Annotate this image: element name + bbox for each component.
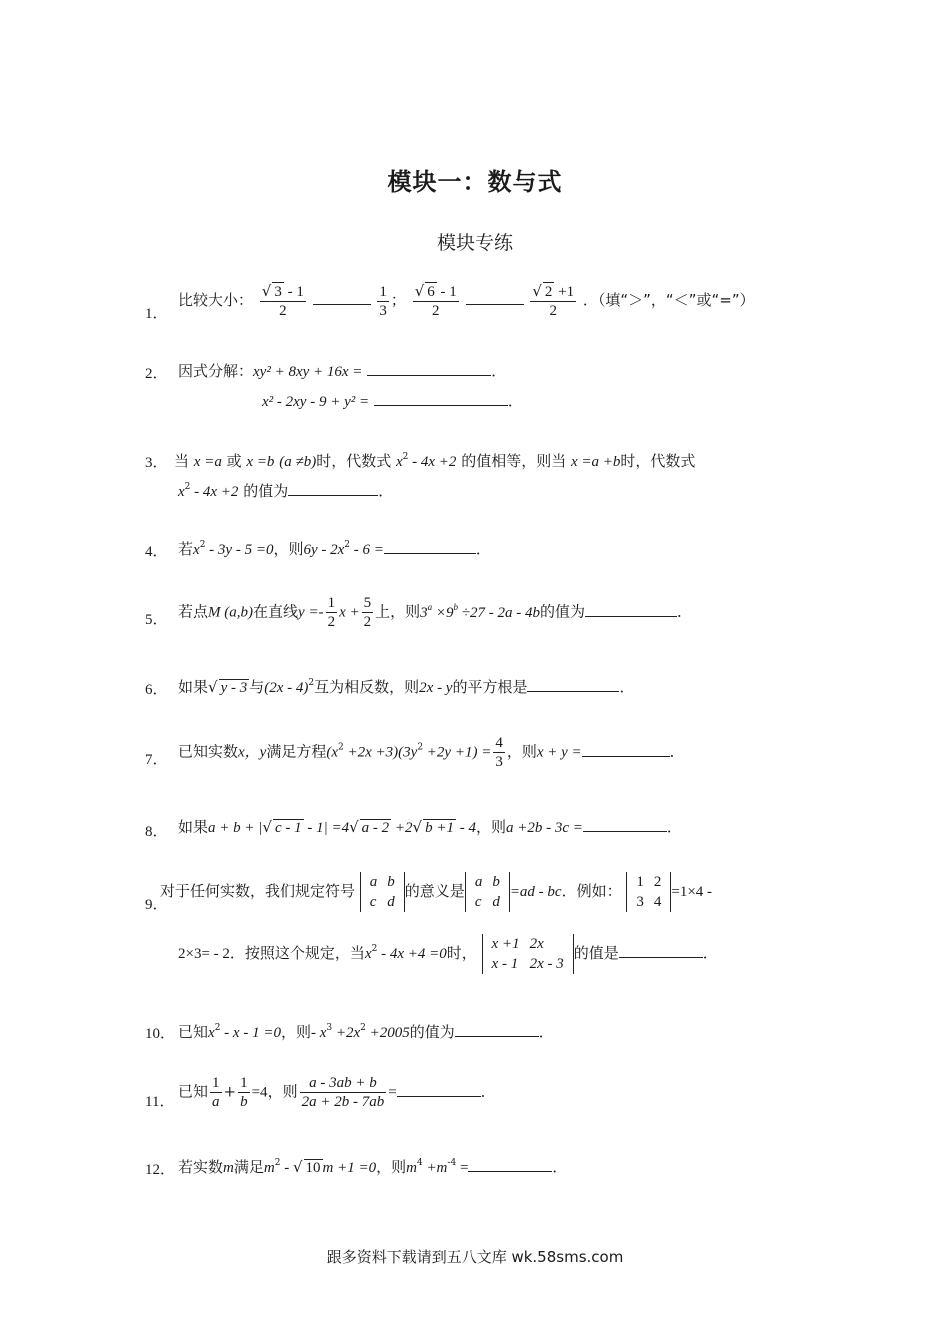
text: 对于任何实数，我们规定符号 xyxy=(160,882,356,900)
answer-blank[interactable] xyxy=(583,817,667,832)
question-3-line-2: $x^2 - 4x +2$ 的值为 ． xyxy=(178,482,394,500)
text: 的平方根是 xyxy=(452,678,528,696)
determinant-abcd: a b c d xyxy=(360,872,405,912)
fraction-expression: $\frac{a - 3ab + b}{2a + 2b - 7ab}$ xyxy=(301,1075,385,1110)
question-2-line-2: x² - 2xy - 9 + y² = ． xyxy=(262,392,523,410)
question-11-number: 11． xyxy=(145,1094,175,1110)
question-10-number: 10． xyxy=(145,1026,176,1042)
fraction-1-over-b: $\frac{1}{b}$ xyxy=(240,1075,248,1110)
answer-blank[interactable] xyxy=(582,742,670,757)
fraction-1-over-a: $\frac{1}{a}$ xyxy=(212,1075,220,1110)
text: ，则 xyxy=(273,540,304,558)
text: 已知 xyxy=(178,1023,209,1041)
text: 当 xyxy=(174,452,190,470)
text: 或 xyxy=(226,452,242,470)
text: ，则 xyxy=(267,1082,298,1101)
text: 已知 xyxy=(178,1082,209,1101)
question-12: 若实数m满足$m^2$ - √ 10 m +1 =0，则$m^4 +m^{-4}$ = ． xyxy=(178,1158,568,1176)
text: ，则 xyxy=(475,818,506,836)
question-9-number: 9． xyxy=(145,897,168,913)
answer-blank[interactable] xyxy=(527,677,619,692)
page-subtitle: 模块专练 xyxy=(436,232,513,254)
answer-blank[interactable] xyxy=(374,391,508,406)
text: ，则 xyxy=(280,1023,311,1041)
text: 时， xyxy=(446,944,477,962)
question-5-number: 5． xyxy=(145,612,168,628)
fraction-5-over-2: $\frac{5}{2}$ xyxy=(363,595,372,630)
text: 在直线 xyxy=(253,602,299,621)
text: ．例如： xyxy=(561,882,622,900)
fraction-1-over-3: $\frac{1}{3}$ xyxy=(379,283,387,319)
question-2-line-1: 因式分解：xy² + 8xy + 16x = ． xyxy=(178,362,507,380)
text: 已知实数 xyxy=(178,742,239,761)
text: 的值为 xyxy=(409,1023,455,1041)
question-2-prefix: 因式分解： xyxy=(178,362,254,380)
question-7: 已知实数x，y满足方程$(x^2 +2x +3)(3y^2 +2y +1)$ = $\frac{4}{3}$ ，则x + y = ． xyxy=(178,735,685,770)
answer-blank[interactable] xyxy=(468,1157,552,1172)
answer-blank[interactable] xyxy=(585,602,677,617)
determinant-abcd: a b c d xyxy=(465,872,510,912)
fraction-sqrt3-minus-1-over-2: $\frac{√ 3 - 1}{2}$ xyxy=(261,282,304,319)
determinant-1234: 1 2 3 4 xyxy=(626,872,671,912)
text: 的意义是 xyxy=(404,882,465,900)
text: 的值为 xyxy=(243,482,289,500)
answer-blank[interactable] xyxy=(288,481,378,496)
question-4: 若$x^2 - 3y - 5 =0$，则$6y - 2x^2 - 6$ = ． xyxy=(178,540,491,558)
question-6-number: 6． xyxy=(145,682,168,698)
question-1-number: 1． xyxy=(145,306,168,322)
question-8-number: 8． xyxy=(145,824,168,840)
answer-blank[interactable] xyxy=(367,361,491,376)
text: 的值是 xyxy=(573,944,619,962)
text: 若点 xyxy=(178,602,209,621)
answer-blank[interactable] xyxy=(397,1082,481,1097)
question-10: 已知$x^2 - x - 1 =0$，则- $x^3 +2x^2 +2005$的值为 ． xyxy=(178,1023,554,1041)
question-1-suffix: ．（填“＞”，“＜”或“=”） xyxy=(582,291,755,309)
footer-text: 跟多资料下载请到五八文库 wk.58sms.com xyxy=(326,1248,624,1266)
fraction-sqrt2-plus-1-over-2: $\frac{√ 2 +1}{2}$ xyxy=(532,282,575,319)
text: 上，则 xyxy=(375,602,421,621)
question-6: 如果√ y - 3 与(2x - 4)$^2$互为相反数，则2x - y的平方根是 ． xyxy=(178,678,635,696)
text: ，则 xyxy=(506,742,537,761)
question-5: 若点M (a,b)在直线y =- $\frac{1}{2}$ x + $\frac{5}{2}$ 上，则$3^a \times 9^b \div 27 - 2a - 4b$的值为 ． xyxy=(178,595,692,630)
text: 时，代数式 xyxy=(620,452,696,470)
question-9-line-2: 2×3= - 2．按照这个规定，当$x^2 - 4x +4 =0$时， x +1 2x x - 1 2x - 3 的值是 ． xyxy=(178,936,718,972)
fraction-sqrt6-minus-1-over-2: $\frac{√ 6 - 1}{2}$ xyxy=(414,282,457,319)
question-4-number: 4． xyxy=(145,544,168,560)
text: 满足方程 xyxy=(266,742,327,761)
text: 与 xyxy=(249,678,265,696)
question-3-number: 3． xyxy=(145,455,168,471)
question-8: 如果a + b + |√ c - 1 - 1| =4√ a - 2 +2√ b +1 - 4，则a +2b - 3c = ． xyxy=(178,818,682,836)
question-9-line-1: 对于任何实数，我们规定符号 a b c d 的意义是 a b c d =ad - bc．例如： 1 2 3 4 =1×4 - xyxy=(160,874,713,910)
expression-factor-1: xy² + 8xy + 16x = xyxy=(253,364,363,380)
answer-blank[interactable] xyxy=(384,539,476,554)
question-11: 已知 $\frac{1}{a}$ + $\frac{1}{b}$ =4，则 $\frac{a - 3ab + b}{2a + 2b - 7ab}$ = ． xyxy=(178,1075,496,1110)
fraction-4-over-3: $\frac{4}{3}$ xyxy=(495,735,503,770)
answer-blank[interactable] xyxy=(466,290,524,305)
question-7-number: 7． xyxy=(145,752,168,768)
text: ．按照这个规定，当 xyxy=(229,944,365,962)
text: ，则 xyxy=(376,1158,407,1176)
text: 的值为 xyxy=(539,602,585,621)
page-title: 模块一：数与式 xyxy=(387,168,563,196)
text: 如果 xyxy=(178,818,209,836)
text: 的值相等，则当 xyxy=(461,452,567,470)
fraction-1-over-2: $\frac{1}{2}$ xyxy=(327,595,336,630)
question-1: 比较大小： $\frac{√ 3 - 1}{2}$ $\frac{1}{3}$ ； $\frac{√ 6 - 1}{2}$ $\frac{√ 2 +1}{2}$ ．（填“＞”，“＜”或“=”） xyxy=(178,282,755,319)
answer-blank[interactable] xyxy=(455,1022,539,1037)
text: 满足 xyxy=(233,1158,264,1176)
answer-blank[interactable] xyxy=(313,290,371,305)
text: 时，代数式 xyxy=(316,452,392,470)
determinant-question: x +1 2x x - 1 2x - 3 xyxy=(482,934,574,974)
text: 若 xyxy=(178,540,194,558)
text: 若实数 xyxy=(178,1158,224,1176)
text: 如果 xyxy=(178,678,209,696)
question-1-prefix: 比较大小： xyxy=(178,291,254,309)
question-12-number: 12． xyxy=(145,1162,176,1178)
answer-blank[interactable] xyxy=(619,943,703,958)
question-3-line-1: 当 x =a 或 x =b (a ≠b)时，代数式 $x^2 - 4x +2$ 的值相等，则当 x =a +b时，代数式 xyxy=(174,452,696,470)
question-2-number: 2． xyxy=(145,366,168,382)
text: 互为相反数，则 xyxy=(314,678,420,696)
expression-factor-2: x² - 2xy - 9 + y² = xyxy=(262,394,370,410)
